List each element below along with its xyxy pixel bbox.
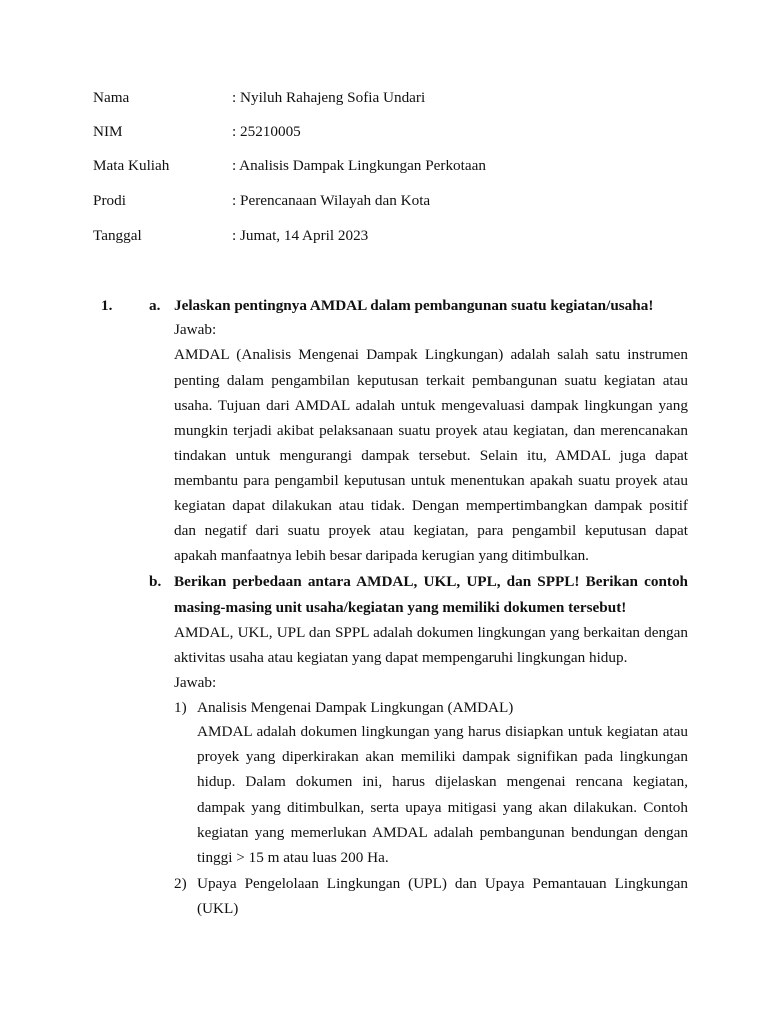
info-label: NIM — [93, 123, 123, 140]
list-item-title: Analisis Mengenai Dampak Lingkungan (AMDAL) — [197, 699, 514, 716]
list-item-line: proyek yang diperkirakan akan memiliki dampak signifikan pada lingkungan — [197, 748, 688, 765]
list-item-line: tinggi > 15 m atau luas 200 Ha. — [197, 849, 389, 866]
list-item-line: kegiatan yang memerlukan AMDAL adalah pembangunan bendungan dengan — [197, 824, 688, 841]
info-value: : 25210005 — [232, 123, 301, 140]
list-item-line: dampak yang ditimbulkan, serta upaya mitigasi yang akan dilakukan. Contoh — [197, 799, 688, 816]
info-value: : Jumat, 14 April 2023 — [232, 227, 369, 244]
answer-b-label: Jawab: — [174, 674, 217, 691]
list-item-title: (UKL) — [197, 900, 239, 917]
answer-a-line: membantu para pengambil keputusan untuk menentukan apakah suatu proyek atau — [174, 472, 688, 489]
answer-a-line: usaha. Tujuan dari AMDAL adalah untuk mengevaluasi dampak lingkungan yang — [174, 397, 688, 414]
answer-a-line: kegiatan dapat dilakukan atau tidak. Dengan mempertimbangkan dampak positif — [174, 497, 688, 514]
info-label: Prodi — [93, 192, 126, 209]
list-item-line: AMDAL adalah dokumen lingkungan yang harus disiapkan untuk kegiatan atau — [197, 723, 688, 740]
info-value: : Nyiluh Rahajeng Sofia Undari — [232, 89, 426, 106]
question-number: 1. — [101, 297, 113, 314]
question-b-letter: b. — [149, 573, 162, 590]
answer-a-line: AMDAL (Analisis Mengenai Dampak Lingkungan) adalah salah satu instrumen — [174, 346, 688, 363]
info-label: Mata Kuliah — [93, 157, 170, 174]
list-item-title: Upaya Pengelolaan Lingkungan (UPL) dan Upaya Pemantauan Lingkungan — [197, 875, 688, 892]
answer-a-line: dan negatif dari suatu proyek atau kegiatan, para pengambil keputusan dapat — [174, 522, 688, 539]
list-item-line: hidup. Dalam dokumen ini, harus dijelaskan mengenai rencana kegiatan, — [197, 773, 688, 790]
answer-a-line: mungkin terjadi akibat pelaksanaan suatu proyek atau kegiatan, dan merencanakan — [174, 422, 688, 439]
info-label: Nama — [93, 89, 130, 106]
question-b-text: Berikan perbedaan antara AMDAL, UKL, UPL, dan SPPL! Berikan contoh — [174, 573, 688, 590]
answer-a-line: apakah manfaatnya lebih besar daripada kerugian yang ditimbulkan. — [174, 547, 589, 564]
list-item-number: 1) — [174, 699, 187, 716]
answer-a-label: Jawab: — [174, 321, 217, 338]
info-value: : Analisis Dampak Lingkungan Perkotaan — [232, 157, 486, 174]
answer-b-intro: aktivitas usaha atau kegiatan yang dapat mempengaruhi lingkungan hidup. — [174, 649, 628, 666]
question-a-text: Jelaskan pentingnya AMDAL dalam pembangunan suatu kegiatan/usaha! — [174, 297, 654, 314]
info-label: Tanggal — [93, 227, 142, 244]
list-item-number: 2) — [174, 875, 187, 892]
question-b-text: masing-masing unit usaha/kegiatan yang memiliki dokumen tersebut! — [174, 599, 627, 616]
info-value: : Perencanaan Wilayah dan Kota — [232, 192, 431, 209]
question-a-letter: a. — [149, 297, 161, 314]
answer-b-intro: AMDAL, UKL, UPL dan SPPL adalah dokumen lingkungan yang berkaitan dengan — [174, 624, 688, 641]
answer-a-line: penting dalam pengambilan keputusan terkait pembangunan suatu kegiatan atau — [174, 372, 688, 389]
answer-a-line: tindakan untuk mengurangi dampak tersebut. Selain itu, AMDAL juga dapat — [174, 447, 688, 464]
